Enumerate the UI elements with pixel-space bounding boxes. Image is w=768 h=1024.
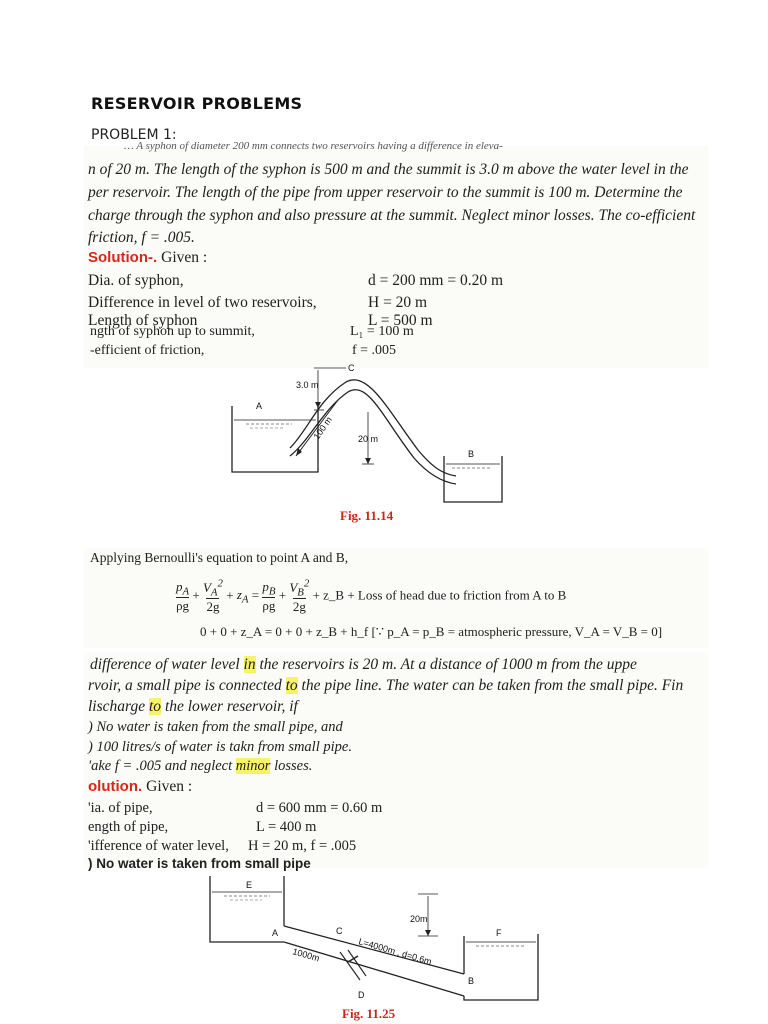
label-a-2: A	[272, 928, 279, 938]
problem1-line: charge through the syphon and also pressure at the summit. Neglect minor losses. The co-efficient	[88, 207, 696, 224]
given-label: Given :	[161, 249, 208, 266]
label-f: F	[496, 928, 502, 938]
given-value-summit: L₁ = 100 m	[350, 324, 414, 339]
problem1-scan	[84, 140, 708, 368]
bernoulli-eq-tail: + z_B + Loss of head due to friction from A to B	[312, 587, 567, 603]
cut-line: … A syphon of diameter 200 mm connects two reservoirs having a difference in eleva-	[124, 140, 503, 152]
small-pipe-diagram	[200, 870, 560, 1010]
given-value-pipe-length: L = 400 m	[256, 819, 317, 835]
label-c-2: C	[336, 926, 343, 936]
label-summit-height: 3.0 m	[296, 380, 319, 390]
label-d: D	[358, 990, 365, 1000]
problem-label: PROBLEM 1:	[91, 127, 177, 143]
solution-row	[88, 249, 207, 267]
bernoulli-scan	[84, 548, 708, 648]
problem2-line: rvoir, a small pipe is connected to the pipe line. The water can be taken from the small pipe. Fin	[88, 677, 684, 694]
given-label-summit: ngth of syphon up to summit,	[90, 324, 255, 339]
label-b: B	[468, 449, 475, 459]
figure-caption-1125: Fig. 11.25	[342, 1006, 396, 1021]
syphon-diagram	[228, 360, 528, 510]
given-value-pipe-dia: d = 600 mm = 0.60 m	[256, 800, 383, 816]
label-e: E	[246, 880, 253, 890]
bernoulli-intro: Applying Bernoulli's equation to point A and B,	[90, 550, 349, 565]
given-label-friction: -efficient of friction,	[90, 343, 205, 358]
problem2-line: lischarge to the lower reservoir, if	[88, 698, 298, 715]
given-label-pipe-dia: 'ia. of pipe,	[88, 800, 153, 816]
given-value-diff: H = 20 m	[368, 294, 428, 311]
given-label-length: Length of syphon	[88, 312, 198, 329]
reservoir-a	[232, 406, 318, 472]
problem2-line: difference of water level in the reservoirs is 20 m. At a distance of 1000 m from the uppe	[90, 656, 637, 673]
given-label-level-diff: 'ifference of water level,	[88, 838, 229, 854]
bernoulli-eq2: 0 + 0 + z_A = 0 + 0 + z_B + h_f [∵ p_A = p_B = atmospheric pressure, V_A = V_B = 0]	[200, 624, 663, 639]
label-level-diff: 20 m	[358, 434, 379, 444]
label-b-2: B	[468, 976, 475, 986]
reservoir-f	[464, 934, 538, 1000]
problem2-scan	[84, 652, 708, 871]
problem2-line: 'ake f = .005 and neglect minor losses.	[88, 758, 313, 774]
problem2-line: ) 100 litres/s of water is takn from small pipe.	[88, 739, 352, 755]
problem1-line: friction, f = .005.	[88, 229, 195, 246]
solution-label: Solution-.	[88, 249, 158, 266]
case-1-heading: ) No water is taken from small pipe	[88, 856, 311, 871]
bernoulli-equation: $\frac{p_A}{\rho g} + \frac{V_A^2}{2g} + z_A = \frac{p_B}{\rho g} + \frac{V_B^2}{2g}$ + z_B + Loss of head due to friction from A to B	[176, 578, 567, 614]
label-pipe-length: 100 m	[311, 414, 334, 442]
solution-row-2	[88, 778, 192, 796]
given-label-2: Given :	[146, 778, 193, 795]
label-c: C	[348, 363, 355, 373]
given-value-friction: f = .005	[352, 343, 397, 358]
figure-caption-1114: Fig. 11.14	[340, 508, 394, 523]
problem1-line: n of 20 m. The length of the syphon is 500 m and the summit is 3.0 m above the water level in the	[88, 161, 689, 178]
given-label-dia: Dia. of syphon,	[88, 272, 184, 289]
given-label-diff: Difference in level of two reservoirs,	[88, 294, 317, 311]
problem2-line: ) No water is taken from the small pipe, and	[88, 719, 343, 735]
given-value-length: L = 500 m	[368, 312, 433, 329]
label-length-1000: 1000m	[291, 946, 321, 964]
label-level-diff-2: 20m	[410, 914, 428, 924]
given-label-pipe-length: ength of pipe,	[88, 819, 169, 835]
solution-label-2: olution.	[88, 778, 143, 795]
label-total-length: L=4000m , d=0.6m	[357, 936, 433, 967]
problem1-line: per reservoir. The length of the pipe from upper reservoir to the summit is 100 m. Determine the	[88, 184, 683, 201]
given-value-level-diff: H = 20 m, f = .005	[248, 838, 357, 854]
reservoir-b	[444, 456, 502, 502]
page-title: RESERVOIR PROBLEMS	[91, 94, 303, 113]
given-value-dia: d = 200 mm = 0.20 m	[368, 272, 504, 289]
label-a: A	[256, 401, 263, 411]
